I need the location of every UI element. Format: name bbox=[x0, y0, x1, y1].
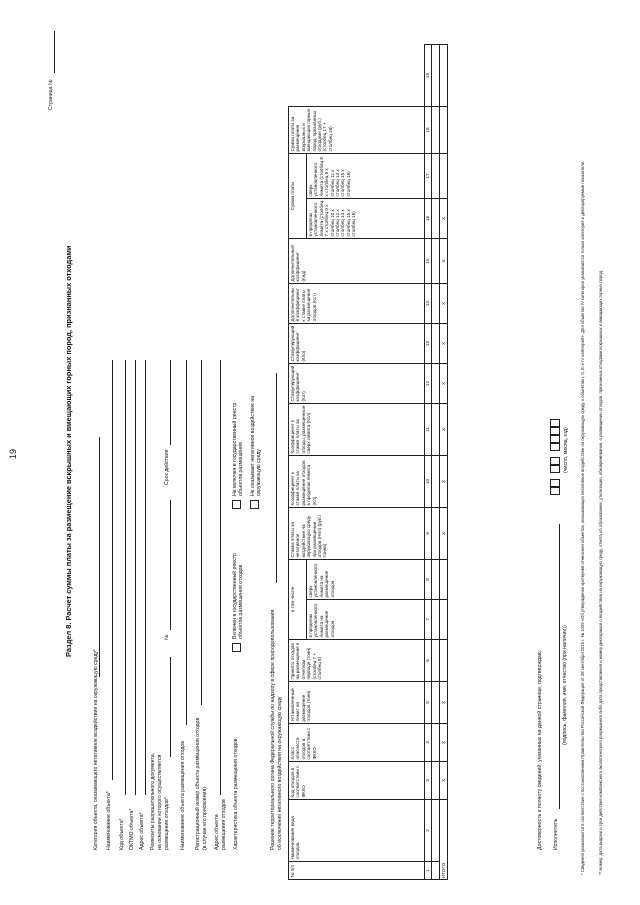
cell[interactable] bbox=[432, 508, 440, 560]
permit-label-2: на основании которого осуществляется bbox=[157, 754, 163, 850]
object-code-field[interactable] bbox=[125, 360, 126, 795]
date-box[interactable] bbox=[550, 479, 560, 487]
cell[interactable] bbox=[432, 199, 440, 239]
col-fee-over-header: сверх установленного лимита (столбец 8 х столбец 9 х столбец 11 х столбец 14 х столбец 15 х столбец 16) bbox=[307, 154, 425, 199]
date-box[interactable] bbox=[550, 427, 560, 435]
decision-field[interactable] bbox=[276, 373, 277, 583]
col-over-limit-header: сверх установленного лимита на размещение отходов bbox=[307, 560, 425, 600]
facility-name-field[interactable] bbox=[186, 360, 187, 725]
object-name-field[interactable] bbox=[112, 360, 113, 780]
col-knd-header: Дополнительный коэффициент (Кнд) bbox=[289, 239, 425, 284]
cell[interactable] bbox=[432, 560, 440, 600]
date-box[interactable] bbox=[550, 435, 560, 443]
x-mark: Х bbox=[440, 724, 448, 762]
col-number: 8 bbox=[425, 560, 432, 600]
fee-sum-header: Сумма платы bbox=[289, 154, 307, 239]
col-number: 16 bbox=[425, 199, 432, 239]
cell[interactable] bbox=[440, 560, 448, 600]
cell[interactable] bbox=[432, 107, 440, 154]
object-name-label: Наименование объекта* bbox=[106, 791, 112, 850]
checkbox-in-register[interactable] bbox=[232, 643, 241, 652]
facility-address-label-2: размещения отходов bbox=[221, 799, 227, 850]
checkbox-no-impact-label: Не оказывает негативное воздействие на окружающую среду bbox=[250, 395, 262, 496]
sheet-number-line bbox=[54, 31, 55, 73]
address-field[interactable] bbox=[145, 360, 146, 795]
x-mark: Х bbox=[440, 404, 448, 456]
permit-label-3: размещение отходов* bbox=[164, 797, 170, 850]
permit-number-label: № bbox=[164, 634, 170, 640]
cell[interactable] bbox=[432, 800, 440, 862]
oktmo-field[interactable] bbox=[135, 360, 136, 795]
col-number: 17 bbox=[425, 154, 432, 199]
col-number: 7 bbox=[425, 600, 432, 640]
col-within-limit-header: в пределах установленного лимита на размещение отходов bbox=[307, 600, 425, 640]
permit-label-1: Реквизиты разрешительного документа, bbox=[150, 752, 156, 850]
cell[interactable] bbox=[440, 154, 448, 199]
calculation-table bbox=[288, 44, 448, 880]
cell[interactable] bbox=[432, 404, 440, 456]
checkbox-in-register-label: Включен в государственный реестр объектов размещения отходов bbox=[232, 552, 244, 639]
executor-label: Исполнитель bbox=[553, 818, 559, 850]
col-number: 10 bbox=[425, 456, 432, 508]
col-kot-header: Стимулирующий коэффициент (Кот) bbox=[289, 364, 425, 404]
category-label: Категория объекта, оказывающего негативное воздействие на окружающую среду* bbox=[93, 649, 99, 850]
col-limit-header: Установленный лимит на размещение отходов (тонн) bbox=[289, 682, 425, 724]
col-fee-within-header: в пределах установленного лимита (столбец 7 х столбец 9 х столбец 10 х столбец 12 х столбец 14 х столбец 15 х столбец 16) bbox=[307, 199, 425, 239]
facility-address-field[interactable] bbox=[220, 360, 221, 795]
register-label-1: Регистрационный номер объекта размещения отходов bbox=[195, 717, 201, 850]
validity-label: Срок действия bbox=[164, 449, 170, 485]
col-hazard-class-header: Класс опасности отходов в соответствии с ФККО bbox=[289, 724, 425, 762]
permit-number-field[interactable] bbox=[170, 500, 171, 630]
col-waste-code-header: Код отходов в соответствии с ФККО bbox=[289, 762, 425, 800]
cell[interactable] bbox=[440, 107, 448, 154]
date-box[interactable] bbox=[550, 457, 560, 465]
footnote-2: ** Номер, дата выдачи и срок действия комплексного экологического разрешения либо дата представления и номер декларации о воздействии на окружающую среду, отчета об образовании, утилизации, обезвреживании, о размещении отходов, признанных отходами вскрышных и вмещающих горных пород. bbox=[598, 269, 603, 875]
col-number: 18 bbox=[425, 107, 432, 154]
x-mark: Х bbox=[440, 508, 448, 560]
x-mark: Х bbox=[440, 682, 448, 724]
facility-name-label: Наименование объекта размещения отходов bbox=[180, 741, 186, 850]
x-mark: Х bbox=[440, 199, 448, 239]
col-number: 19 bbox=[425, 45, 432, 107]
category-line bbox=[99, 437, 100, 677]
cell[interactable] bbox=[432, 862, 440, 880]
x-mark: Х bbox=[440, 284, 448, 324]
col-number: 13 bbox=[425, 324, 432, 364]
reliability-statement: Достоверность и полноту сведений, указанных на данной странице, подтверждаю: bbox=[537, 649, 543, 850]
col-kl-header: Коэффициент к ставке платы за размещение отходов в пределах лимита (Kл) bbox=[289, 456, 425, 508]
date-box[interactable] bbox=[550, 465, 560, 473]
col-number: 1 bbox=[425, 862, 432, 880]
checkbox-not-in-register-label: Не включен в государственный реестр объектов размещения bbox=[232, 402, 244, 496]
decision-label-1: Решение территориального органа Федеральной службы по надзору в сфере природопользования bbox=[270, 609, 276, 850]
col-number: 9 bbox=[425, 508, 432, 560]
cell[interactable] bbox=[432, 284, 440, 324]
cell[interactable] bbox=[440, 45, 448, 107]
permit-field[interactable] bbox=[170, 657, 171, 757]
col-kst-header: Дополнительный коэффициент к ставке платы за размещение отходов (Кст) bbox=[289, 284, 425, 324]
table-row bbox=[432, 45, 440, 880]
col-total-fee-header: Сумма платы за размещение вскрышных и вмещающих горных пород, признанных отходами (руб.) (столбец 17 + столбец 18) bbox=[289, 107, 425, 154]
col-accepted-header: Принято отходов на размещение в отчетном периоде (тонн) (столбец 7 + столбец 8) bbox=[289, 640, 425, 682]
col-ksl-header: Коэффициент к ставке платы за отходы, размещенные сверх лимита (Ксл) bbox=[289, 404, 425, 456]
sheet-number-label: Страница № bbox=[48, 79, 54, 110]
col-number: 2 bbox=[425, 800, 432, 862]
cell[interactable] bbox=[432, 154, 440, 199]
page-number: 19 bbox=[8, 448, 18, 459]
col-number: 5 bbox=[425, 682, 432, 724]
cell[interactable] bbox=[432, 45, 440, 107]
address-label: Адрес объекта* bbox=[139, 812, 145, 850]
facility-address-label-1: Адрес объекта bbox=[214, 814, 220, 850]
col-waste-name-header: Наименование вида отходов bbox=[289, 800, 425, 862]
validity-field[interactable] bbox=[170, 360, 171, 445]
section-title: Раздел 8. Расчет суммы платы за размещение вскрышных и вмещающих горных пород, признанных отходами bbox=[64, 245, 73, 657]
decision-label-2: об исключении негативного воздействия на окружающую среду bbox=[277, 696, 283, 850]
date-box[interactable] bbox=[550, 487, 560, 495]
col-number: 15 bbox=[425, 239, 432, 284]
total-row bbox=[440, 45, 448, 880]
register-field[interactable] bbox=[201, 360, 202, 705]
x-mark: Х bbox=[440, 364, 448, 404]
cell[interactable] bbox=[432, 682, 440, 724]
cell[interactable] bbox=[432, 239, 440, 284]
cell[interactable] bbox=[432, 724, 440, 762]
col-rate-header: Ставка платы за негативное воздействие на окружающую среду при размещении отходов (Нпл) (руб./тонна) bbox=[289, 508, 425, 560]
x-mark: Х bbox=[440, 239, 448, 284]
date-caption: (число, месяц, год) bbox=[563, 427, 569, 473]
checkbox-no-impact[interactable] bbox=[250, 500, 259, 509]
cell[interactable] bbox=[432, 364, 440, 404]
x-mark: Х bbox=[440, 456, 448, 508]
col-kpo-header: Стимулирующий коэффициент (Кпо) bbox=[289, 324, 425, 364]
col-number: 3 bbox=[425, 762, 432, 800]
col-number: 4 bbox=[425, 724, 432, 762]
object-code-label: Код объекта* bbox=[119, 818, 125, 850]
column-number-row bbox=[425, 45, 432, 880]
cell[interactable] bbox=[440, 640, 448, 682]
cell[interactable] bbox=[432, 640, 440, 682]
cell[interactable] bbox=[432, 324, 440, 364]
total-label: ИТОГО bbox=[440, 800, 448, 880]
cell[interactable] bbox=[432, 456, 440, 508]
signature-caption: (подпись, фамилия, имя, отчество (при наличии)) bbox=[562, 625, 568, 745]
oktmo-label: ОКТМО объекта* bbox=[129, 808, 135, 850]
col-number: 11 bbox=[425, 404, 432, 456]
footnote-1: * Сведения указываются в соответствии с постановлением Правительства Российской Федерации от 28 сентября 2015 г. № 1029 «Об утверждении критериев отнесения объектов, оказывающих негативное воздействие на окружающую среду, к объектам I, II, III и IV категорий». Для объектов IV категории указываются только категория и декларируемые показатели. bbox=[580, 160, 585, 875]
cell[interactable] bbox=[432, 762, 440, 800]
executor-signature-line[interactable] bbox=[559, 524, 560, 809]
in-that-number-header: в том числе bbox=[289, 560, 307, 640]
x-mark: Х bbox=[440, 762, 448, 800]
col-number: 14 bbox=[425, 284, 432, 324]
cell[interactable] bbox=[440, 600, 448, 640]
x-mark: Х bbox=[440, 324, 448, 364]
col-no-header: № п/п bbox=[289, 862, 425, 880]
date-box[interactable] bbox=[550, 419, 560, 427]
cell[interactable] bbox=[432, 600, 440, 640]
col-number: 6 bbox=[425, 640, 432, 682]
col-number: 12 bbox=[425, 364, 432, 404]
date-box[interactable] bbox=[550, 443, 560, 451]
register-label-2: (в случае его присвоения) bbox=[202, 787, 208, 850]
checkbox-not-in-register[interactable] bbox=[232, 500, 241, 509]
characteristic-label: Характеристика объекта размещения отходов: bbox=[233, 737, 239, 850]
